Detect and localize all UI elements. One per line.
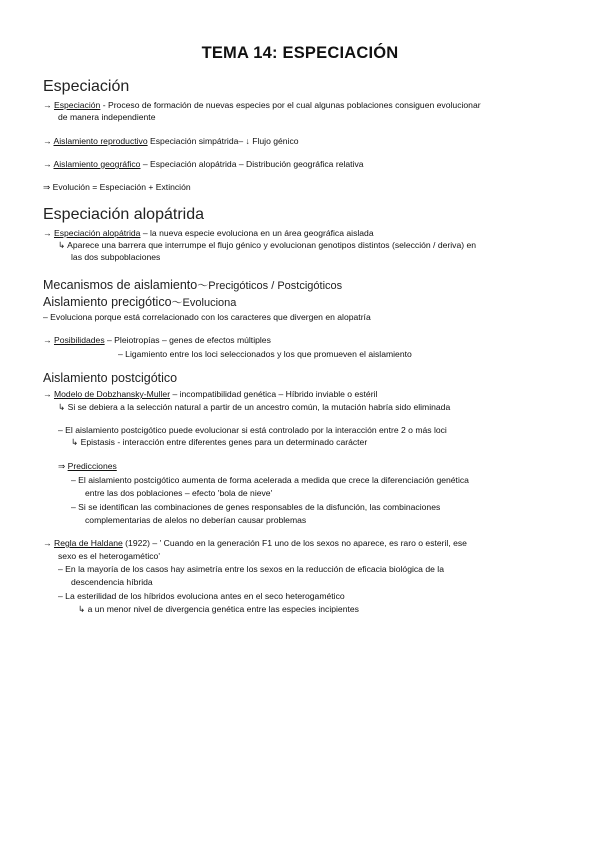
line-predicciones: ⇒ Predicciones bbox=[58, 461, 117, 471]
text-aislamiento-geografico: – Especiación alopátrida – Distribución geográfica relativa bbox=[140, 159, 364, 169]
line-haldane-esterilidad: – La esterilidad de los híbridos evoluciona antes en el seco heterogamético bbox=[58, 591, 345, 601]
line-alopatrida-def: → Especiación alopátrida – la nueva especie evoluciona en un área geográfica aislada bbox=[43, 228, 374, 238]
text-haldane: (1922) – ' Cuando en la generación F1 uno de los sexos no aparece, es raro o esteril, ese bbox=[122, 538, 467, 548]
line-haldane-asimetria: – En la mayoría de los casos hay asimetría entre los sexos en la reducción de eficacia biológica de la bbox=[58, 564, 444, 574]
line-haldane-divergencia: ↳ a un menor nivel de divergencia genética entre las especies incipientes bbox=[78, 604, 359, 614]
line-haldane: → Regla de Haldane (1922) – ' Cuando en la generación F1 uno de los sexos no aparece, es raro o esteril, ese bbox=[43, 538, 467, 548]
line-prediccion-2-cont: complementarias de alelos no deberían causar problemas bbox=[85, 515, 307, 525]
heading-mecanismos-main: Mecanismos de aislamiento bbox=[43, 278, 198, 292]
text-aislamiento-reproductivo: Especiación simpátrida– ↓ Flujo génico bbox=[147, 136, 299, 146]
line-aislamiento-reproductivo: → Aislamiento reproductivo Especiación simpátrida– ↓ Flujo génico bbox=[43, 136, 299, 146]
line-ligamiento: – Ligamiento entre los loci seleccionados y los que promueven el aislamiento bbox=[118, 349, 412, 359]
line-posibilidades: → Posibilidades – Pleiotropías – genes de efectos múltiples bbox=[43, 335, 271, 345]
term-haldane: Regla de Haldane bbox=[53, 538, 123, 548]
term-especiacion: Especiación bbox=[53, 100, 101, 110]
heading-mecanismos bbox=[43, 277, 342, 293]
heading-precigotico-main: Aislamiento precigótico bbox=[43, 295, 172, 309]
line-prediccion-1: – El aislamiento postcigótico aumenta de forma acelerada a medida que crece la diferenciación genética bbox=[71, 475, 469, 485]
line-especiacion-def-cont: de manera independiente bbox=[58, 112, 156, 122]
term-predicciones: Predicciones bbox=[67, 461, 117, 471]
line-dobzhansky: → Modelo de Dobzhansky-Muller – incompatibilidad genética – Híbrido inviable o estéril bbox=[43, 389, 378, 399]
heading-precigotico-small: ～Evoluciona bbox=[171, 297, 237, 309]
term-posibilidades: Posibilidades bbox=[53, 335, 105, 345]
line-epistasis: ↳ Epistasis - interacción entre diferentes genes para un determinado carácter bbox=[71, 437, 368, 447]
line-prediccion-2: – Si se identifican las combinaciones de genes responsables de la disfunción, las combinaciones bbox=[71, 502, 441, 512]
text-alopatrida-def: – la nueva especie evoluciona en un área geográfica aislada bbox=[140, 228, 374, 238]
line-haldane-asimetria-cont: descendencia híbrida bbox=[71, 577, 153, 587]
heading-especiacion: Especiación bbox=[43, 78, 130, 95]
line-prediccion-1-cont: entre las dos poblaciones – efecto 'bola de nieve' bbox=[85, 488, 273, 498]
line-interaccion-loci: – El aislamiento postcigótico puede evolucionar si está controlado por la interacción entre 2 o más loci bbox=[58, 425, 447, 435]
term-aislamiento-reproductivo: Aislamiento reproductivo bbox=[53, 136, 148, 146]
line-aislamiento-geografico: → Aislamiento geográfico – Especiación alopátrida – Distribución geográfica relativa bbox=[43, 159, 364, 169]
line-haldane-cont: sexo es el heterogamético' bbox=[58, 551, 160, 561]
heading-mecanismos-small: ～Precigóticos / Postcigóticos bbox=[197, 280, 343, 292]
term-aislamiento-geografico: Aislamiento geográfico bbox=[53, 159, 141, 169]
line-especiacion-def: → Especiación - Proceso de formación de nuevas especies por el cual algunas poblaciones consiguen evolucionar bbox=[43, 100, 481, 110]
term-alopatrida: Especiación alopátrida bbox=[53, 228, 141, 238]
heading-alopatrida: Especiación alopátrida bbox=[43, 206, 204, 223]
heading-precigotico bbox=[43, 294, 236, 310]
term-dobzhansky: Modelo de Dobzhansky-Muller bbox=[53, 389, 171, 399]
line-alopatrida-barrera-cont: las dos subpoblaciones bbox=[71, 252, 161, 262]
page-title: TEMA 14: ESPECIACIÓN bbox=[201, 44, 399, 62]
line-evolucion: ⇒ Evolución = Especiación + Extinción bbox=[43, 182, 191, 192]
line-precigotico-evoluciona: – Evoluciona porque está correlacionado con los caracteres que divergen en alopatría bbox=[43, 312, 371, 322]
text-especiacion-def: - Proceso de formación de nuevas especies por el cual algunas poblaciones consiguen evolucionar bbox=[100, 100, 481, 110]
text-posibilidades: – Pleiotropías – genes de efectos múltiples bbox=[104, 335, 271, 345]
line-alopatrida-barrera: ↳ Aparece una barrera que interrumpe el flujo génico y evolucionan genotipos distintos (selección / deriva) en bbox=[58, 240, 477, 250]
line-seleccion-natural: ↳ Si se debiera a la selección natural a partir de un ancestro común, la mutación habría sido eliminada bbox=[58, 402, 451, 412]
heading-postcigotico: Aislamiento postcigótico bbox=[43, 371, 178, 385]
text-dobzhansky: – incompatibilidad genética – Híbrido inviable o estéril bbox=[170, 389, 378, 399]
